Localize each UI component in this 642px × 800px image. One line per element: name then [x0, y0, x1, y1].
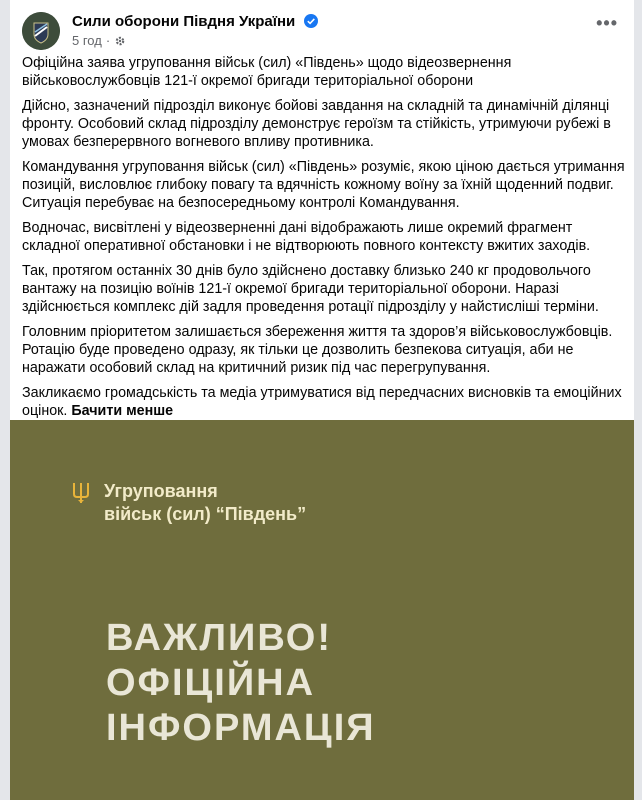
post-meta — [72, 33, 126, 48]
headline-line: ВАЖЛИВО! — [106, 617, 333, 659]
banner-headline — [106, 616, 376, 751]
post-time[interactable]: 5 год — [72, 33, 102, 48]
post-body — [22, 54, 626, 427]
headline-line: ІНФОРМАЦІЯ — [106, 707, 376, 749]
audience-gear-icon[interactable] — [114, 35, 126, 47]
unit-name-line: Угруповання — [104, 481, 218, 501]
unit-name — [104, 480, 306, 526]
meta-separator: · — [105, 33, 111, 48]
page-name-text[interactable]: Сили оборони Півдня України — [72, 13, 296, 30]
emblem-icon — [22, 12, 60, 50]
post-paragraph: Офіційна заява угруповання військ (сил) «Південь» щодо відеозвернення військовослужбовців 121-ї окремої бригади територіальної оборони — [22, 55, 512, 89]
page-name[interactable] — [72, 13, 318, 30]
post-paragraph: Дійсно, зазначений підрозділ виконує бойові завдання на складній та динамічній ділянці фронту. Особовий склад підрозділу демонструє героїзм та стійкість, утримуючи рубежі в умовах безперервного вогневого впливу противника. — [22, 98, 611, 150]
page-avatar[interactable] — [22, 12, 60, 50]
post-paragraph-text: Закликаємо громадськість та медіа утримуватися від передчасних висновків та емоційних оцінок. — [22, 385, 622, 419]
unit-name-line: військ (сил) “Південь” — [104, 504, 307, 524]
post-paragraph: Головним пріоритетом залишається збереження життя та здоров’я військовослужбовців. Ротацію буде проведено одразу, як тільки це дозволить безпекова ситуація, аби не наражати особовий склад на критичний ризик під час перегрупування. — [22, 324, 613, 376]
more-horizontal-icon: ••• — [596, 13, 618, 33]
trident-icon — [72, 482, 90, 504]
facebook-post — [10, 0, 634, 800]
post-paragraph: Так, протягом останніх 30 днів було здійснено доставку близько 240 кг продовольчого вантажу на позицію воїнів 121-ї окремої бригади територіальної оборони. Наразі здійснюється комплекс дій задля проведення ротації підрозділу у найстисліші терміни. — [22, 263, 599, 315]
more-options-button[interactable] — [596, 13, 618, 33]
see-less-link[interactable]: Бачити менше — [71, 403, 174, 419]
post-paragraph: Командування угруповання військ (сил) «Південь» розуміє, якою ціною дається утримання позицій, висловлює глибоку повагу та вдячність кожному воїну за їхній щоденний подвиг. Ситуація перебуває на безпосередньому контролі Командування. — [22, 159, 625, 211]
post-paragraph-last — [22, 384, 626, 420]
verified-badge-icon — [304, 14, 318, 28]
post-paragraph: Водночас, висвітлені у відеозверненні дані відображають лише окремий фрагмент складної оперативної обстановки і не відтворюють повного контексту вжитих заходів. — [22, 220, 591, 254]
headline-line: ОФІЦІЙНА — [106, 662, 316, 704]
post-image-banner[interactable] — [10, 420, 634, 800]
post-header — [22, 12, 622, 52]
